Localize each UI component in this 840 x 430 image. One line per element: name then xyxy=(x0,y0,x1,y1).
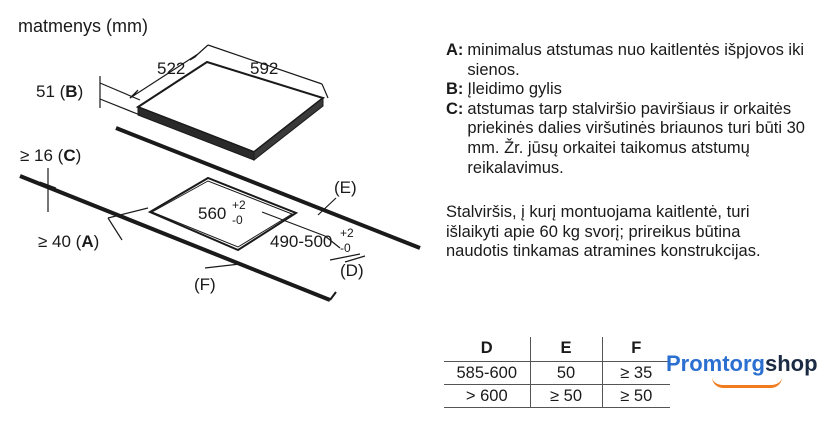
brand-part1: Promtorg xyxy=(666,351,765,376)
legend-item-c xyxy=(446,100,816,178)
legend-key-a: A: xyxy=(446,41,464,59)
legend-item-b xyxy=(446,80,816,100)
legend-text-b: Įleidimo gylis xyxy=(467,80,562,99)
table-cell: 50 xyxy=(530,362,602,385)
dim-40-label: ≥ 40 (A) xyxy=(38,232,100,251)
legend-text-a: minimalus atstumas nuo kaitlentės išpjovos iki sienos. xyxy=(467,41,804,79)
table-row xyxy=(444,385,670,408)
page-title: matmenys (mm) xyxy=(18,16,148,36)
brand-part2: shop xyxy=(765,351,818,376)
legend xyxy=(446,41,816,178)
legend-key-c: C: xyxy=(446,99,464,118)
dim-490-minus: -0 xyxy=(340,241,351,255)
table-header-row xyxy=(444,337,670,362)
brand-swoosh xyxy=(712,377,782,388)
installation-drawing xyxy=(0,0,440,330)
dim-490-plus: +2 xyxy=(340,226,354,240)
dim-592-label: 592 xyxy=(250,59,279,78)
label-d: (D) xyxy=(340,261,364,280)
table-cell: ≥ 50 xyxy=(602,385,670,408)
table-cell: > 600 xyxy=(444,385,530,408)
table-row xyxy=(444,362,670,385)
dim-560-label: 560 xyxy=(198,204,227,223)
dim-522-label: 522 xyxy=(157,59,186,78)
dim-560-minus: -0 xyxy=(232,213,243,227)
distance-table xyxy=(444,337,670,408)
table-cell: 585-600 xyxy=(444,362,530,385)
table-header-d: D xyxy=(444,337,530,362)
table-header-f: F xyxy=(602,337,670,362)
table-cell: ≥ 50 xyxy=(530,385,602,408)
legend-item-a xyxy=(446,41,816,80)
legend-text-c: atstumas tarp stalviršio paviršiaus ir orkaitės priekinės dalies viršutinės briaunos turi būti 30 mm. Žr. jūsų orkaitei taikomus atstumų reikalavimus. xyxy=(467,99,805,177)
label-e: (E) xyxy=(334,178,357,197)
dim-51-label: 51 (B) xyxy=(36,82,84,101)
brand-logo xyxy=(666,351,818,377)
dim-560-plus: +2 xyxy=(232,198,246,212)
label-f: (F) xyxy=(194,275,216,294)
dim-16-label: ≥ 16 (C) xyxy=(20,146,82,165)
table-cell: ≥ 35 xyxy=(602,362,670,385)
dim-490-label: 490-500 xyxy=(270,232,333,251)
table-header-e: E xyxy=(530,337,602,362)
countertop-note: Stalviršis, į kurį montuojama kaitlentė, turi išlaikyti apie 60 kg svorį; prireikus būtina naudotis tinkamas atramines konstrukcijas. xyxy=(446,203,761,261)
dim-f-line xyxy=(205,264,240,268)
legend-key-b: B: xyxy=(446,80,464,99)
